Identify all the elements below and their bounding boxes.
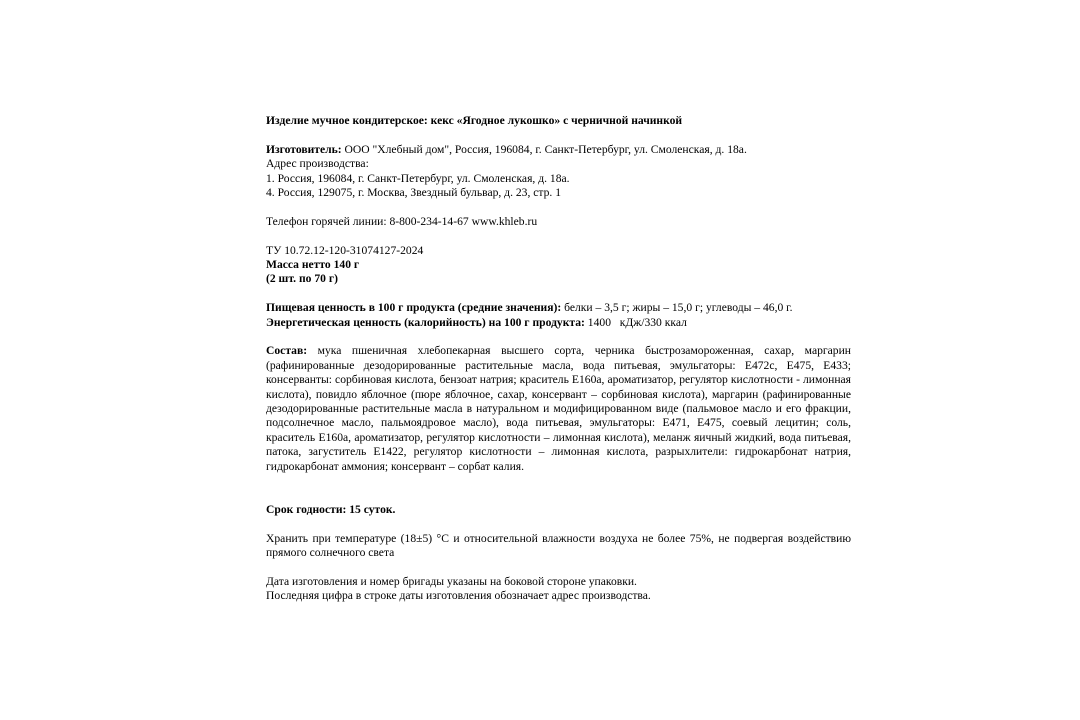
nutrition-line: [266, 301, 851, 315]
product-label-document: [266, 114, 851, 604]
spacer: [266, 517, 851, 531]
energy-value: 1400 кДж/330 ккал: [584, 315, 687, 329]
spacer: [266, 474, 851, 503]
pieces-info: (2 шт. по 70 г): [266, 272, 338, 286]
production-address-label: Адрес производства:: [266, 157, 369, 171]
production-date-note: Дата изготовления и номер бригады указаны на боковой стороне упаковки.: [266, 574, 637, 588]
hotline-text: Телефон горячей линии: 8-800-234-14-67 www.khleb.ru: [266, 214, 538, 228]
shelf-life: Срок годности: 15 суток.: [266, 502, 396, 516]
manufacturer-label: Изготовитель:: [266, 142, 342, 156]
energy-label: Энергетическая ценность (калорийность) на 100 г продукта:: [266, 315, 585, 329]
spacer: [266, 330, 851, 344]
product-title: Изделие мучное кондитерское: кекс «Ягодное лукошко» с черничной начинкой: [266, 114, 683, 127]
nutrition-label: Пищевая ценность в 100 г продукта (средние значения):: [266, 301, 562, 315]
spacer: [266, 287, 851, 301]
manufacturer-value: ООО "Хлебный дом", Россия, 196084, г. Санкт-Петербург, ул. Смоленская, д. 18а.: [341, 142, 747, 156]
nutrition-value: белки – 3,5 г; жиры – 15,0 г; углеводы – 46,0 г.: [561, 301, 793, 315]
manufacturer-line: [266, 143, 851, 157]
net-mass: Масса нетто 140 г: [266, 258, 360, 272]
composition-label: Состав:: [266, 344, 308, 358]
spacer: [266, 560, 851, 574]
production-address-1: 1. Россия, 196084, г. Санкт-Петербург, ул. Смоленская, д. 18а.: [266, 171, 570, 185]
production-address-4: 4. Россия, 129075, г. Москва, Звездный бульвар, д. 23, стр. 1: [266, 186, 562, 200]
spacer: [266, 128, 851, 142]
spacer: [266, 200, 851, 214]
storage-conditions: Хранить при температуре (18±5) °С и относительной влажности воздуха не более 75%, не подвергая воздействию прямого солнечного света: [266, 531, 851, 560]
address-digit-note: Последняя цифра в строке даты изготовления обозначает адрес производства.: [266, 589, 651, 603]
spacer: [266, 229, 851, 243]
energy-line: [266, 316, 851, 330]
tu-standard: ТУ 10.72.12-120-31074127-2024: [266, 243, 424, 257]
composition-text: мука пшеничная хлебопекарная высшего сорта, черника быстрозамороженная, сахар, маргарин (рафинированные дезодорированные растительные масла, вода питьевая, эмульгаторы: Е472с, Е475, Е433; консерванты: сорбиновая кислота, бензоат натрия; краситель Е160а, ароматизатор, регулятор кислотности - лимонная кислота), повидло яблочное (пюре яблочное, сахар, консервант – сорбиновая кислота), маргарин (рафинированные дезодорированные растительные масла в натуральном и модифицированном виде (пальмовое масло и его фракции, подсолнечное масло, пальмоядровое масло), вода питьевая, эмульгаторы: Е471, Е475, соевый лецитин; соль, краситель Е160а, ароматизатор, регулятор кислотности – лимонная кислота), меланж яичный жидкий, вода питьевая, патока, загуститель Е1422, регулятор кислотности – лимонная кислота, разрыхлители: гидрокарбонат натрия, гидрокарбонат аммония; консервант – сорбат калия.: [266, 344, 851, 473]
composition-paragraph: [266, 344, 851, 474]
